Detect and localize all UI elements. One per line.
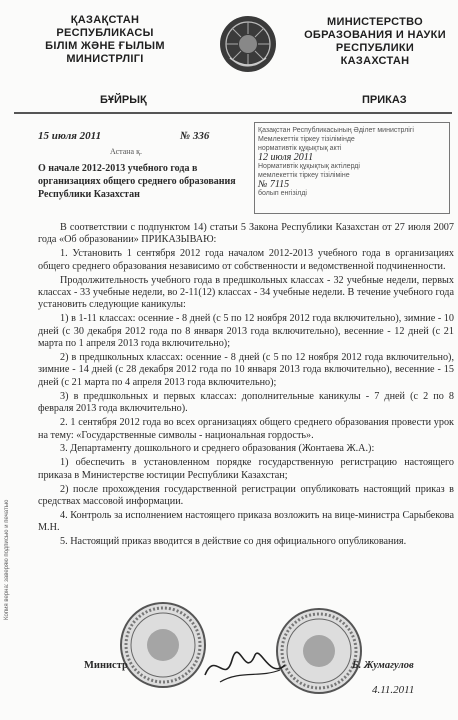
body-paragraph: 2) после прохождения государственной регистрации опубликовать настоящий приказ в средствах массовой информации. bbox=[38, 483, 454, 508]
body-paragraph: 5. Настоящий приказ вводится в действие со дня официального опубликования. bbox=[60, 536, 407, 548]
body-paragraph: 1) в 1-11 классах: осенние - 8 дней (с 5 по 12 ноября 2012 года включительно), зимние - 10 дней (с 30 декабря 2012 года по 8 января 2013 года включительно), весенние - 12 дней (с 21 марта по 1 апреля 2013 года включительно); bbox=[38, 313, 454, 350]
stamp-line: болып енгізілді bbox=[258, 190, 307, 197]
body-paragraph: 3. Департаменту дошкольного и среднего образования (Жонтаева Ж.А.): bbox=[60, 443, 375, 455]
body-paragraph: 3) в предшкольных и первых классах: дополнительные каникулы - 7 дней (с 2 по 8 февраля 2013 года включительно). bbox=[38, 390, 454, 415]
registration-stamp bbox=[254, 122, 450, 214]
body-paragraph: 2. 1 сентября 2012 года во всех организациях общего среднего образования провести урок на тему: «Государственные символы - национальная гордость». bbox=[38, 417, 454, 441]
doctype-rus: ПРИКАЗ bbox=[362, 94, 407, 106]
signature-name: Б. Жумагулов bbox=[352, 660, 414, 671]
header-left-line: РЕСПУБЛИКАСЫ bbox=[56, 27, 154, 39]
stamp-line: мемлекеттік тіркеу тізіліміне bbox=[258, 172, 350, 179]
stamp-reg-number: № 7115 bbox=[258, 179, 290, 190]
stamp-line: Қазақстан Республикасының Әділет министрлігі bbox=[258, 127, 414, 134]
body-paragraph: 1) обеспечить в установленном порядке государственную регистрацию настоящего приказа в Министерстве юстиции Республики Казахстан; bbox=[38, 457, 454, 481]
body-paragraph: Продолжительность учебного года в предшкольных классах - 32 учебные недели, первых классах - 33 учебные недели, во 2-11(12) классах - 34 учебные недели. В течение учебного года установить следующие каникулы: bbox=[38, 274, 454, 311]
stamp-line: Нормативтік құқықтық актілерді bbox=[258, 163, 360, 170]
header-right-line: ОБРАЗОВАНИЯ И НАУКИ bbox=[304, 29, 446, 41]
stamp-line: Мемлекеттік тіркеу тізілімінде bbox=[258, 136, 355, 143]
signature-title: Министр bbox=[84, 660, 128, 671]
side-note-text: Копия верна: заверяю подписью и печатью bbox=[4, 499, 10, 620]
body-paragraph: 2) в предшкольных классах: осенние - 8 дней (с 5 по 12 ноября 2012 года включительно), зимние - 14 дней (с 28 декабря 2012 года по 10 января 2013 года включительно), весенние - 15 дней (с 21 марта по 4 апреля 2013 года включительно); bbox=[38, 352, 454, 388]
header-right-line: КАЗАХСТАН bbox=[340, 55, 410, 67]
stamp-line: нормативтік құқықтық акті bbox=[258, 145, 342, 152]
stamp-reg-date: 12 июля 2011 bbox=[258, 152, 314, 163]
header-divider bbox=[14, 112, 452, 114]
order-number: № 336 bbox=[180, 130, 210, 142]
state-emblem-icon bbox=[218, 14, 278, 74]
minister-signature-icon bbox=[200, 640, 290, 690]
header-right bbox=[300, 16, 450, 68]
doctype-kaz: БҰЙРЫҚ bbox=[100, 94, 147, 106]
official-seal-icon bbox=[118, 600, 208, 690]
order-date: 15 июля 2011 bbox=[38, 130, 102, 142]
body-paragraph: 1. Установить 1 сентября 2012 года началом 2012-2013 учебного года в организациях общего среднего образования независимо от собственности и ведомственной подчиненности. bbox=[38, 248, 454, 272]
signature-date: 4.11.2011 bbox=[372, 684, 415, 696]
order-title: О начале 2012-2013 учебного года в организациях общего среднего образования Республики Казахстан bbox=[38, 163, 236, 200]
header-right-line: РЕСПУБЛИКИ bbox=[335, 42, 415, 54]
header-left-line: БІЛІМ ЖӘНЕ ҒЫЛЫМ bbox=[45, 40, 165, 52]
body-paragraph: 4. Контроль за исполнением настоящего приказа возложить на вице-министра Сарыбекова М.Н. bbox=[38, 509, 454, 534]
order-body bbox=[38, 222, 454, 550]
order-city: Астана қ. bbox=[110, 147, 142, 156]
side-note bbox=[2, 300, 16, 630]
header-left-line: МИНИСТРЛІГІ bbox=[66, 53, 144, 65]
body-paragraph: В соответствии с подпунктом 14) статьи 5 Закона Республики Казахстан от 27 июля 2007 года «Об образовании» ПРИКАЗЫВАЮ: bbox=[38, 222, 454, 246]
header-left bbox=[30, 14, 180, 66]
header-left-line: ҚАЗАҚСТАН bbox=[70, 14, 140, 26]
header-right-line: МИНИСТЕРСТВО bbox=[327, 16, 423, 28]
